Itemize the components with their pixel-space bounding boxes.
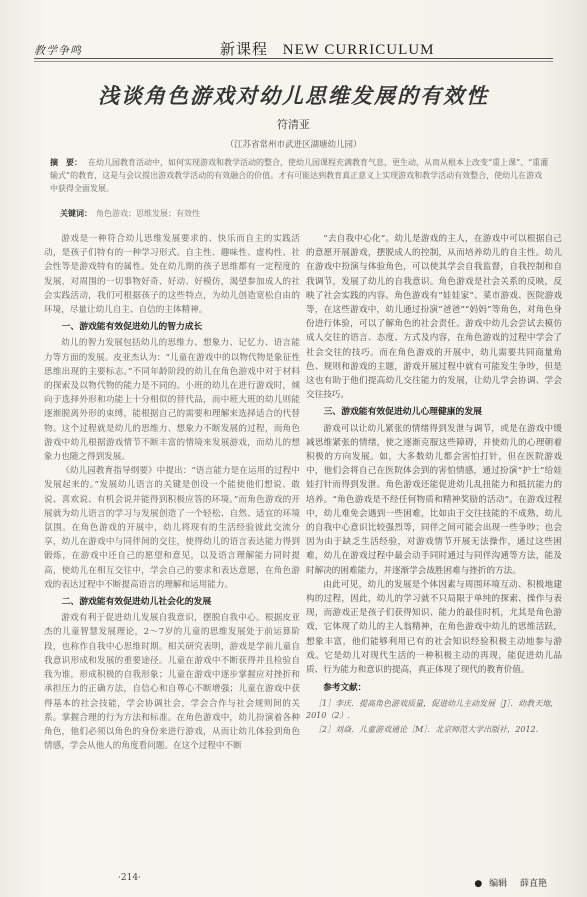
body-paragraph: 《幼儿园教育指导纲要》中提出：“语言能力是在运用的过程中发展起来的。”发展幼儿语言的关键是创设一个能使他们想说、敢说、喜欢说、有机会说并能得到积极应答的环境。”而角色游戏的开展就为幼儿语言的学习与发展创造了一个轻松、自然、适宜的环境氛围。在角色游戏的开展中，幼儿将现有的生活经验彼此交流分享，幼儿在游戏中与同伴间的交往，使得幼儿的语言表达能力得到锻炼，在游戏中还自己的愿望和意见，以及语言理解能力同时提高，使幼儿在相互交往中，学会自己的要求和表达意愿，在角色游戏的表达过程中不断提高语言的理解和运用能力。	[44, 466, 300, 590]
keywords-label: 关键词：	[60, 208, 92, 218]
article-title: 浅谈角色游戏对幼儿思维发展的有效性	[98, 84, 489, 108]
reference-item: ［1］李庆．提高角色游戏质量，促进幼儿主动发展［J］．幼教天地，2010（2）.	[306, 698, 559, 720]
journal-name-en: NEW CURRICULUM	[282, 42, 435, 58]
header-divider-thin	[34, 61, 553, 62]
section-label: 教学争鸣	[34, 44, 82, 57]
section-heading: 三、游戏能有效促进幼儿心理健康的发展	[323, 407, 482, 418]
body-paragraph: “去自我中心化”。幼儿是游戏的主人，在游戏中可以根据自己的意愿开展游戏，摆脱成人的控制，从而培养幼儿的自主性。幼儿在游戏中扮演与体验角色，可以使其学会自我监督，自我控制和自我调节，发展了幼儿的自我意识。角色游戏是社会关系的反映，反映了社会实践的内容。角色游戏有“娃娃家”、菜市游戏、医院游戏等，在这些游戏中，幼儿通过扮演“爸爸”“妈妈”等角色，对角色身份进行体验，可以了解角色的社会责任。游戏中幼儿会尝试去模仿成人交往的语言、态度、方式及内容，在角色游戏的过程中学会了社会交往的技巧。而在角色游戏的开展中，幼儿需要共同商量角色、规则和游戏的主题，游戏开展过程中就有可能发生争吵，但是这也有助于他们提高幼儿交往能力的发展，让幼儿学会协调、学会交往技巧。	[306, 234, 562, 401]
abstract	[50, 156, 550, 195]
abstract-label: 摘 要：	[50, 157, 82, 167]
body-paragraph: 游戏是一种符合幼儿思维发展要求的、快乐而自主的实践活动，是孩子们特有的一种学习形式。自主性、趣味性、虚构性、社会性等是游戏特有的属性。处在幼儿期的孩子思维都有一定程度的发展，对周围的一切事物好奇、好动、好模仿，渴望参加成人的社会实践活动，我们可根据孩子的这些特点，为幼儿创造宽松自由的环境，尽量让幼儿自主、自信的主体精神。	[44, 234, 300, 316]
body-paragraph: 游戏有利于促进幼儿发展自我意识，摆脱自我中心。根据皮亚杰的儿童智慧发展理论，2～7岁的儿童的思维发展处于前运算阶段，也称作自我中心思维时期。相关研究表明，游戏是学前儿童自我意识形成和发展的重要途径。儿童在游戏中不断获得并且检验自我为谁，形成积极的自我形象；儿童在游戏中逐步掌握应对挫折和承担压力的正确方法，自信心和自尊心不断增强；儿童在游戏中获得基本的社会技能，学会协调社会，学会合作与社会规则间的关系。掌握合理的行为方法和标准。在角色游戏中，幼儿扮演着各种角色，他们必须以角色的身份来进行游戏，从而让幼儿体验到角色情感，学会从他人的角度看问题。在这个过程中不断	[44, 613, 300, 752]
page-number: ·214·	[118, 873, 141, 883]
keywords-text: 角色游戏；思维发展；有效性	[96, 209, 200, 218]
editor-credit	[474, 876, 547, 889]
section-heading: 一、游戏能有效促进幼儿的智力成长	[61, 322, 203, 333]
header-divider	[34, 58, 553, 59]
editor-name: 薛直艳	[519, 879, 547, 889]
journal-header	[220, 38, 434, 59]
journal-name-cn: 新课程	[220, 42, 269, 58]
author-affiliation: （江苏省常州市武进区湖塘幼儿园）	[225, 140, 362, 150]
keywords	[60, 208, 540, 219]
article-author: 符清亚	[277, 118, 310, 131]
body-paragraph: 游戏可以让幼儿紧张的情绪得到发泄与调节，或是在游戏中缓减思维紧张的情绪，使之逐渐克服这些障碍，并使幼儿的心理朝着积极的方向发展。如，大多数幼儿都会害怕打针，但在医院游戏中，他们会将自己在医院体会到的害怕情感，通过扮演“护士”给娃娃打针而得到发泄。角色游戏还能促进幼儿乱扭能力和抵抗能力的培养。“角色游戏是不经任何物质和精神奖励的活动”。在游戏过程中，幼儿难免会遇到一些困难，比如由于交往技能的不成熟，幼儿的自我中心意识比较强烈等，同伴之间可能会出现一些争吵；也会因为由于缺乏生活经验，对游戏情节开展无法操作，通过这些困难，幼儿在游戏过程中最会动手同时通过与同伴沟通等方法，能及时解决的困难能力，并逐渐学会战胜困难与挫折的方法。	[306, 423, 562, 576]
bullet-icon: ●	[474, 879, 483, 889]
body-paragraph: 幼儿的智力发展包括幼儿的思维力、想象力、记忆力、语言能力等方面的发展。皮亚杰认为：“儿童在游戏中的以物代物是象征性思维出现的主要标志。”不同年龄阶段的幼儿在角色游戏中对于材料的探索及以物代物的能力是不同的。小班的幼儿在进行游戏时，倾向于选择外形和功能上十分相似的替代品，而中班大班的幼儿则能逐渐脱离外形的束缚，能根据自己的需要和理解来选择适合的代替物。这个过程就是幼儿的思维力、想象力不断发展的过程，而角色游戏中幼儿根据游戏情节不断丰富的情境来发展游戏，而幼儿的想象力也随之得到发展。	[44, 338, 300, 463]
body-column-left	[44, 232, 300, 753]
reference-item: ［2］刘焱．儿童游戏通论［M］．北京师范大学出版社，2012.	[314, 724, 539, 734]
references-heading: 参考文献：	[323, 683, 367, 694]
editor-label: 编辑	[489, 879, 508, 889]
section-heading: 二、游戏能有效促进幼儿社会化的发展	[61, 597, 212, 608]
abstract-text: 在幼儿园教育活动中，如何实现游戏和教学活动的整合，使幼儿园课程充满教育气息，更生动，从而从根本上改变“重上课”、“重灌输式”的教育，这是与会议提出游戏教学活动的有效融合的价值。才有可能达到教育真正意义上实现游戏和教学活动有效整合，使幼儿在游戏中获得全面发展。	[50, 158, 549, 193]
body-paragraph: 由此可见，幼儿的发展是个体因素与周围环境互动、积极地建构的过程，因此，幼儿的学习就不只局限于单纯的探索、操作与表现，而游戏正是孩子们获得知识、能力的最佳时机，尤其是角色游戏，它体现了幼儿的主人翁精神，在角色游戏中幼儿的思维活跃，想象丰富，他们能够利用已有的社会知识经验积极主动地参与游戏。它是幼儿对现代生活的一种积极主动的再现，能促进幼儿品质、行为能力和意识的提高，真正体现了现代的教育价值。	[306, 579, 562, 676]
body-column-right	[306, 232, 562, 738]
